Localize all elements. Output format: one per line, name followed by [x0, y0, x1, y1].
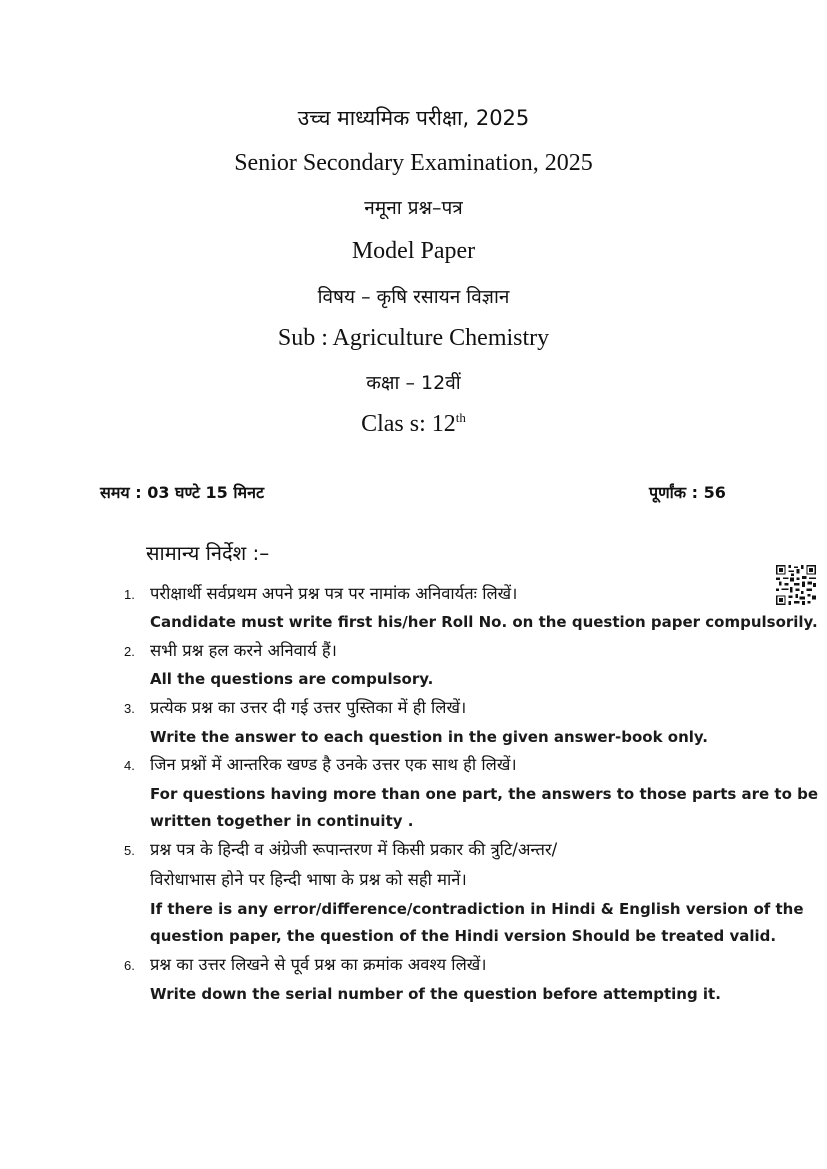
- instruction-english: For questions having more than one part, the answers to those parts are to be: [150, 785, 819, 803]
- instruction-hindi: परीक्षार्थी सर्वप्रथम अपने प्रश्न पत्र पर नामांक अनिवार्यतः लिखें।: [150, 584, 518, 603]
- instruction-hindi: प्रत्येक प्रश्न का उत्तर दी गई उत्तर पुस्तिका में ही लिखें।: [150, 698, 467, 717]
- instruction-hindi: सभी प्रश्न हल करने अनिवार्य हैं।: [150, 641, 337, 660]
- exam-duration: समय : 03 घण्टे 15 मिनट: [100, 483, 265, 502]
- instruction-number: 2.: [124, 644, 135, 659]
- qr-code-icon: [776, 565, 816, 605]
- instruction-hindi: प्रश्न का उत्तर लिखने से पूर्व प्रश्न का क्रमांक अवश्य लिखें।: [150, 955, 487, 974]
- instruction-english: Write the answer to each question in the given answer-book only.: [150, 728, 709, 746]
- class-english-text: Clas s: 12: [361, 411, 456, 437]
- instruction-hindi: जिन प्रश्नों में आन्तरिक खण्ड है उनके उत्तर एक साथ ही लिखें।: [150, 755, 517, 774]
- class-english-superscript: th: [455, 410, 466, 425]
- general-instructions-heading: सामान्य निर्देश :–: [146, 541, 270, 565]
- instruction-hindi: विरोधाभास होने पर हिन्दी भाषा के प्रश्न को सही मानें।: [150, 870, 467, 889]
- subject-hindi: विषय – कृषि रसायन विज्ञान: [317, 286, 510, 308]
- paper-type-hindi: नमूना प्रश्न–पत्र: [364, 197, 463, 219]
- subject-english: Sub : Agriculture Chemistry: [277, 325, 550, 351]
- exam-title-hindi: उच्च माध्यमिक परीक्षा, 2025: [297, 106, 530, 130]
- paper-type-english: Model Paper: [351, 238, 476, 264]
- class-hindi: कक्षा – 12वीं: [366, 372, 461, 394]
- instruction-english: written together in continuity .: [150, 812, 414, 830]
- total-marks: पूर्णांक : 56: [649, 483, 726, 502]
- instruction-english: Candidate must write first his/her Roll No. on the question paper compulsorily.: [150, 613, 818, 631]
- instruction-number: 1.: [124, 587, 135, 602]
- instruction-number: 5.: [124, 843, 135, 858]
- instruction-english: question paper, the question of the Hindi version Should be treated valid.: [150, 927, 777, 945]
- instruction-number: 6.: [124, 958, 135, 973]
- class-english: [0, 411, 827, 438]
- instruction-english: If there is any error/difference/contradiction in Hindi & English version of the: [150, 900, 804, 918]
- instruction-number: 4.: [124, 758, 135, 773]
- instruction-hindi: प्रश्न पत्र के हिन्दी व अंग्रेजी रूपान्तरण में किसी प्रकार की त्रुटि/अन्तर/: [150, 840, 558, 859]
- instruction-number: 3.: [124, 701, 135, 716]
- instruction-english: All the questions are compulsory.: [150, 670, 434, 688]
- exam-title-english: Senior Secondary Examination, 2025: [234, 150, 593, 176]
- instruction-english: Write down the serial number of the question before attempting it.: [150, 985, 721, 1003]
